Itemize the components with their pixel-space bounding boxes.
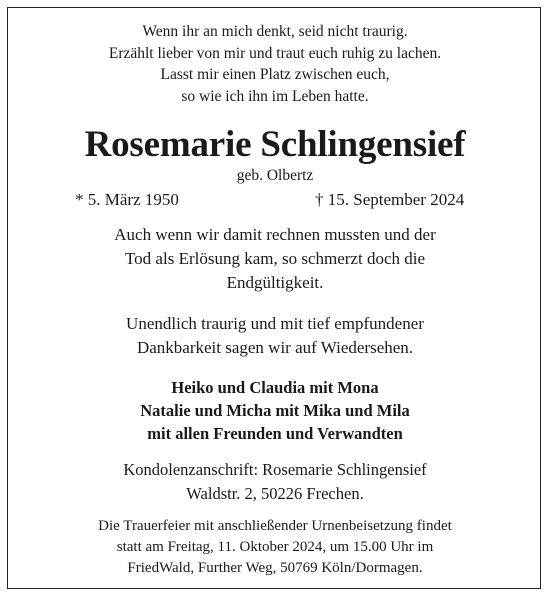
address-line: Waldstr. 2, 50226 Frechen. (186, 483, 364, 503)
message-line: Dankbarkeit sagen wir auf Wiedersehen. (136, 338, 414, 357)
maiden-name: geb. Olbertz (236, 167, 314, 184)
family-line: Natalie und Micha mit Mika und Mila (140, 401, 410, 420)
address-line: Kondolenzanschrift: Rosemarie Schlingensief (123, 460, 427, 479)
poem (8, 21, 542, 107)
poem-line: Lasst mir einen Platz zwischen euch, (160, 66, 390, 83)
family-line: Heiko und Claudia mit Mona (171, 378, 379, 397)
message-line: Tod als Erlösung kam, so schmerzt doch die (124, 249, 426, 268)
message-line: Unendlich traurig und mit tief empfundener (126, 314, 424, 333)
condolence-address (8, 458, 542, 505)
death-date: † 15. September 2024 (315, 190, 465, 209)
funeral-line: FriedWald, Further Weg, 50769 Köln/Dormagen. (127, 560, 423, 576)
poem-line: Wenn ihr an mich denkt, seid nicht traurig. (142, 23, 408, 40)
birth-date: * 5. März 1950 (75, 190, 179, 209)
obituary-border-frame (7, 7, 541, 589)
funeral-line: Die Trauerfeier mit anschließender Urnenbeisetzung findet (98, 518, 452, 534)
message-paragraph-1 (8, 223, 542, 295)
funeral-line: statt am Freitag, 11. Oktober 2024, um 15.00 Uhr im (116, 539, 434, 555)
poem-line: Erzählt lieber von mir und traut euch ruhig zu lachen. (108, 44, 442, 62)
poem-line: so wie ich ihn im Leben hatte. (181, 87, 369, 105)
funeral-notice (8, 516, 542, 579)
message-line: Endgültigkeit. (226, 273, 324, 292)
message-paragraph-2 (8, 312, 542, 360)
deceased-name: Rosemarie Schlingensief (84, 124, 466, 165)
family-signatures (8, 376, 542, 445)
message-line: Auch wenn wir damit rechnen mussten und der (114, 225, 436, 244)
family-line: mit allen Freunden und Verwandten (147, 424, 403, 443)
